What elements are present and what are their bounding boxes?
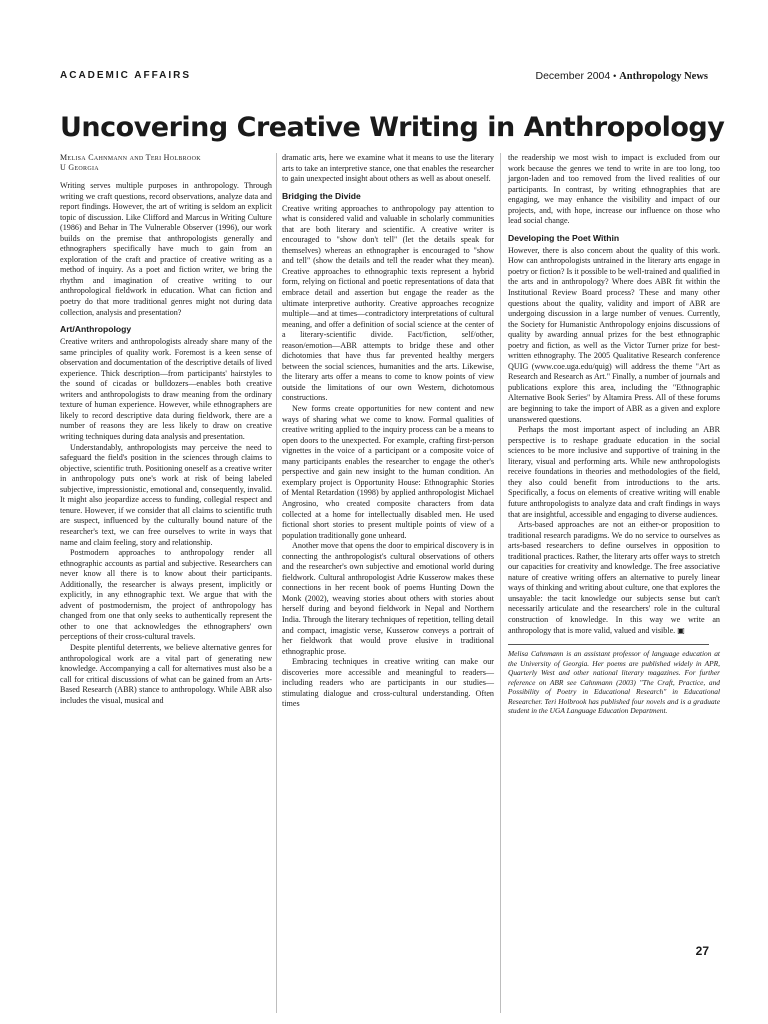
paragraph: Another move that opens the door to empirical discovery is in connecting the anthropologist's cultural observations of others and the researcher's own subjective and emotional world during fieldwork. Cultural anthropologist Adrie Kusserow makes these connections in her recent book of poems Hunting Down the Monk (2002), weaving stories about others with stories about herself during and beyond fieldwork in Nepal and Northern India. Through the literary techniques of repetition, telling detail and compact, imagistic verse, Kusserow conveys a portrait of her fieldwork that would prove elusive in traditional ethnographic prose. [282, 541, 494, 656]
section-heading: Bridging the Divide [282, 190, 361, 201]
author-bio: Melisa Cahnmann is an assistant professor of language education at the University of Georgia. Her poems are published widely in APR, Quarterly West and other national literary magazines. For further reference on ABR see Cahnmann (2003) "The Craft, Practice, and Possibility of Poetry in Educational Research" in Educational Researcher. Teri Holbrook has published four novels and is a graduate student in the UGA Language Education Department. [508, 649, 720, 716]
affiliation: U Georgia [60, 163, 99, 172]
running-header [60, 70, 708, 86]
paragraph [508, 520, 720, 636]
byline [60, 153, 272, 173]
paragraph: the readership we most wish to impact is excluded from our work because the genres we tend to write in are too long, too jargon-laden and too removed from the lived realities of our participants. In contrast, by writing ethnographies that are engaging, we may enhance the visibility and impact of our projects, and, with hope, increase our influence on those who lead social change. [508, 153, 720, 226]
paragraph: Understandably, anthropologists may perceive the need to safeguard the field's position in the sciences through claims to objective, scientific truth. Positioning oneself as a creative writer in anthropology puts one's work at risk of being labeled subjective, impressionistic, emotional and, consequently, invalid. It might also jeopardize access to funding, collegial respect and tenure. However, if we consider that all claims to scientific truth are suspect, influenced by the culturally bound nature of the researcher's text, we can free ourselves to write in ways that name and claim feeling, story and relationship. [60, 442, 272, 547]
column-divider [500, 153, 501, 1013]
end-mark-icon: ▣ [677, 625, 685, 635]
article-title: Uncovering Creative Writing in Anthropology [60, 112, 725, 143]
paragraph: Writing serves multiple purposes in anthropology. Through writing we craft questions, record observations, analyze data and report findings. However, the art of writing is seldom an explicit topic of discussion. Like Clifford and Marcus in Writing Culture (1986) and Behar in The Vulnerable Observer (1996), our work builds on the premise that anthropologists generally and ethnographers specifically have much to gain from an exploration of the craft and practice of creative writing as a method of inquiry. As a poet and fiction writer, we bring the rhythm and imagination of creative writing to our anthropological fieldwork in education. What can fiction and poetry do that more traditional genres might not during data collection, analysis and presentation? [60, 181, 272, 317]
issue-date: December 2004 [535, 70, 611, 82]
column-divider [276, 153, 277, 1013]
paragraph: Creative writing approaches to anthropology pay attention to what is considered valid and valuable in scholarly communities that are both literary and scientific. A creative writer is encouraged to "show don't tell" (let the details speak for themselves) whereas an ethnographer is encouraged to "show and tell" (show the details and tell the reader what they mean). Creative approaches to ethnographic texts represent a hybrid form, relying on fictional and poetic representations of data that embrace detail and assertion but engage the reader as the ultimate interpretive authority. Creative approaches recognize multiple—and at times—contradictory interpretations of cultural meaning, and offer a definition of social science at the center of a literary-scientific divide. Fact/fiction, self/other, reason/emotion—ABR attempts to bridge these and other dichotomies that have thus far prevented healthy mergers between the social sciences, humanities and the arts. Likewise, the literary arts offer a means to come to know points of view outside the limitations of our own Western, dichotomous constructions. [282, 203, 494, 403]
authors: Melisa Cahnmann and Teri Holbrook [60, 153, 201, 162]
section-heading: Art/Anthropology [60, 324, 132, 335]
column-3 [508, 153, 720, 716]
paragraph: Perhaps the most important aspect of including an ABR perspective is to reshape graduate education in the social sciences to be more inclusive and supportive of training in the literary, visual and performing arts. While new anthropologists receive foundations in theories and methodologies of the field, they also could benefit from introductions to the arts. Specifically, a focus on elements of creative writing will enable future anthropologists to analyze data and craft findings in ways that are insightful, accessible and engaging to diverse audiences. [508, 425, 720, 519]
section-heading: Developing the Poet Within [508, 232, 620, 243]
section-label: ACADEMIC AFFAIRS [60, 70, 192, 81]
page-number: 27 [695, 944, 709, 958]
paragraph: Creative writers and anthropologists already share many of the same principles of quality work. Foremost is a keen sense of observation and documentation of the descriptive details of lived experience. Thick description—from participants' hairstyles to the sound of cicadas or bulldozers—enables both creative writers and anthropologists to draw meaning from the ordinary texture of human experience. However, while ethnographers are likely to record descriptive data during fieldwork, there are a number of reasons they are less likely to draw on creative writing techniques during data analysis and presentation. [60, 337, 272, 442]
publication-name: Anthropology News [619, 71, 708, 82]
issue-info [536, 70, 709, 82]
column-1 [60, 153, 272, 706]
column-2 [282, 153, 494, 710]
paragraph: However, there is also concern about the quality of this work. How can anthropologists untrained in the literary arts engage in poetry or fiction? Is it possible to be well-trained and qualified in the arts and in anthropology? Where does ABR fit within the Institutional Review Board process? These and many other questions about the quality, validity and import of ABR are undergoing discussion in a large number of venues. Currently, the Society for Humanistic Anthropology enjoins discussions of quality by awarding annual prizes for the best ethnographic poetry and fiction, as well as the Victor Turner prize for best-written ethnography. The 2005 Qualitative Research conference QUIG (www.coe.uga.edu/quig) will address the theme "Art as Research and Research as Art." Finally, a number of journals and publications explore this area, including the "Ethnographic Alternative Book Series" by Altamira Press. All of these forums are beginning to take the import of ABR as a given and explore unanswered questions. [508, 245, 720, 424]
bullet-separator: • [613, 71, 617, 81]
paragraph: Embracing techniques in creative writing can make our discoveries more accessible and meaningful to readers—including readers who are participants in our studies—stimulating dialogue and cross-cultural understanding. Often times [282, 657, 494, 709]
paragraph: dramatic arts, here we examine what it means to use the literary arts to take an interpretive stance, one that enables the researcher to gain unexpected insight about others as well as about oneself. [282, 153, 494, 184]
paragraph: Despite plentiful deterrents, we believe alternative genres for anthropological work are a vital part of generating new knowledge. Accompanying a call for alternatives must also be a call for critical discussions of what can be gained from an Arts-Based Research (ABR) stance to anthropology. While ABR also includes the visual, musical and [60, 642, 272, 705]
paragraph: New forms create opportunities for new content and new ways of sharing what we come to know. Formal qualities of creative writing applied to the inquiry process can be a means to open doors to the unexpected. For example, crafting first-person vignettes in the voice of a participant or a composite voice of many participants enables the researcher to engage the other's perspective and gain new insight to the human condition. An exemplary project is Opportunity House: Ethnographic Stories of Mental Retardation (1998) by applied anthropologist Michael Angrosino, who created composite characters from data collected at a home for intellectually disabled men. He used fictional short stories to present multiple points of view of a population traditionally gone unheard. [282, 404, 494, 540]
bio-divider [508, 644, 709, 645]
paragraph-text: Arts-based approaches are not an either-or proposition to traditional research paradigms. We do no service to ourselves as arts-based researchers to define ourselves in opposition to traditional practices. Rather, the literary arts offer ways to stretch our capacities for creativity and knowledge. The free associative nature of creative writing offers an alternative to purely linear ways of thinking and writing about culture, one that explores the unsayable: the tacit knowledge our subjects sense but can't necessarily articulate and the researchers' role in the cultural construction of knowledge. In this way we write an anthropology that is more valid, valued and visible. [508, 520, 720, 635]
paragraph: Postmodern approaches to anthropology render all ethnographic accounts as partial and subjective. Researchers can never know all there is to know about their participants. Additionally, the researcher is always present, implicitly or explicitly, in any ethnographic text. We argue that with the advent of postmodernism, the project of anthropology has changed from one that only seeks to authentically represent the other to one that acknowledges the ethnographers' own perceptions of their cross-cultural travels. [60, 548, 272, 642]
